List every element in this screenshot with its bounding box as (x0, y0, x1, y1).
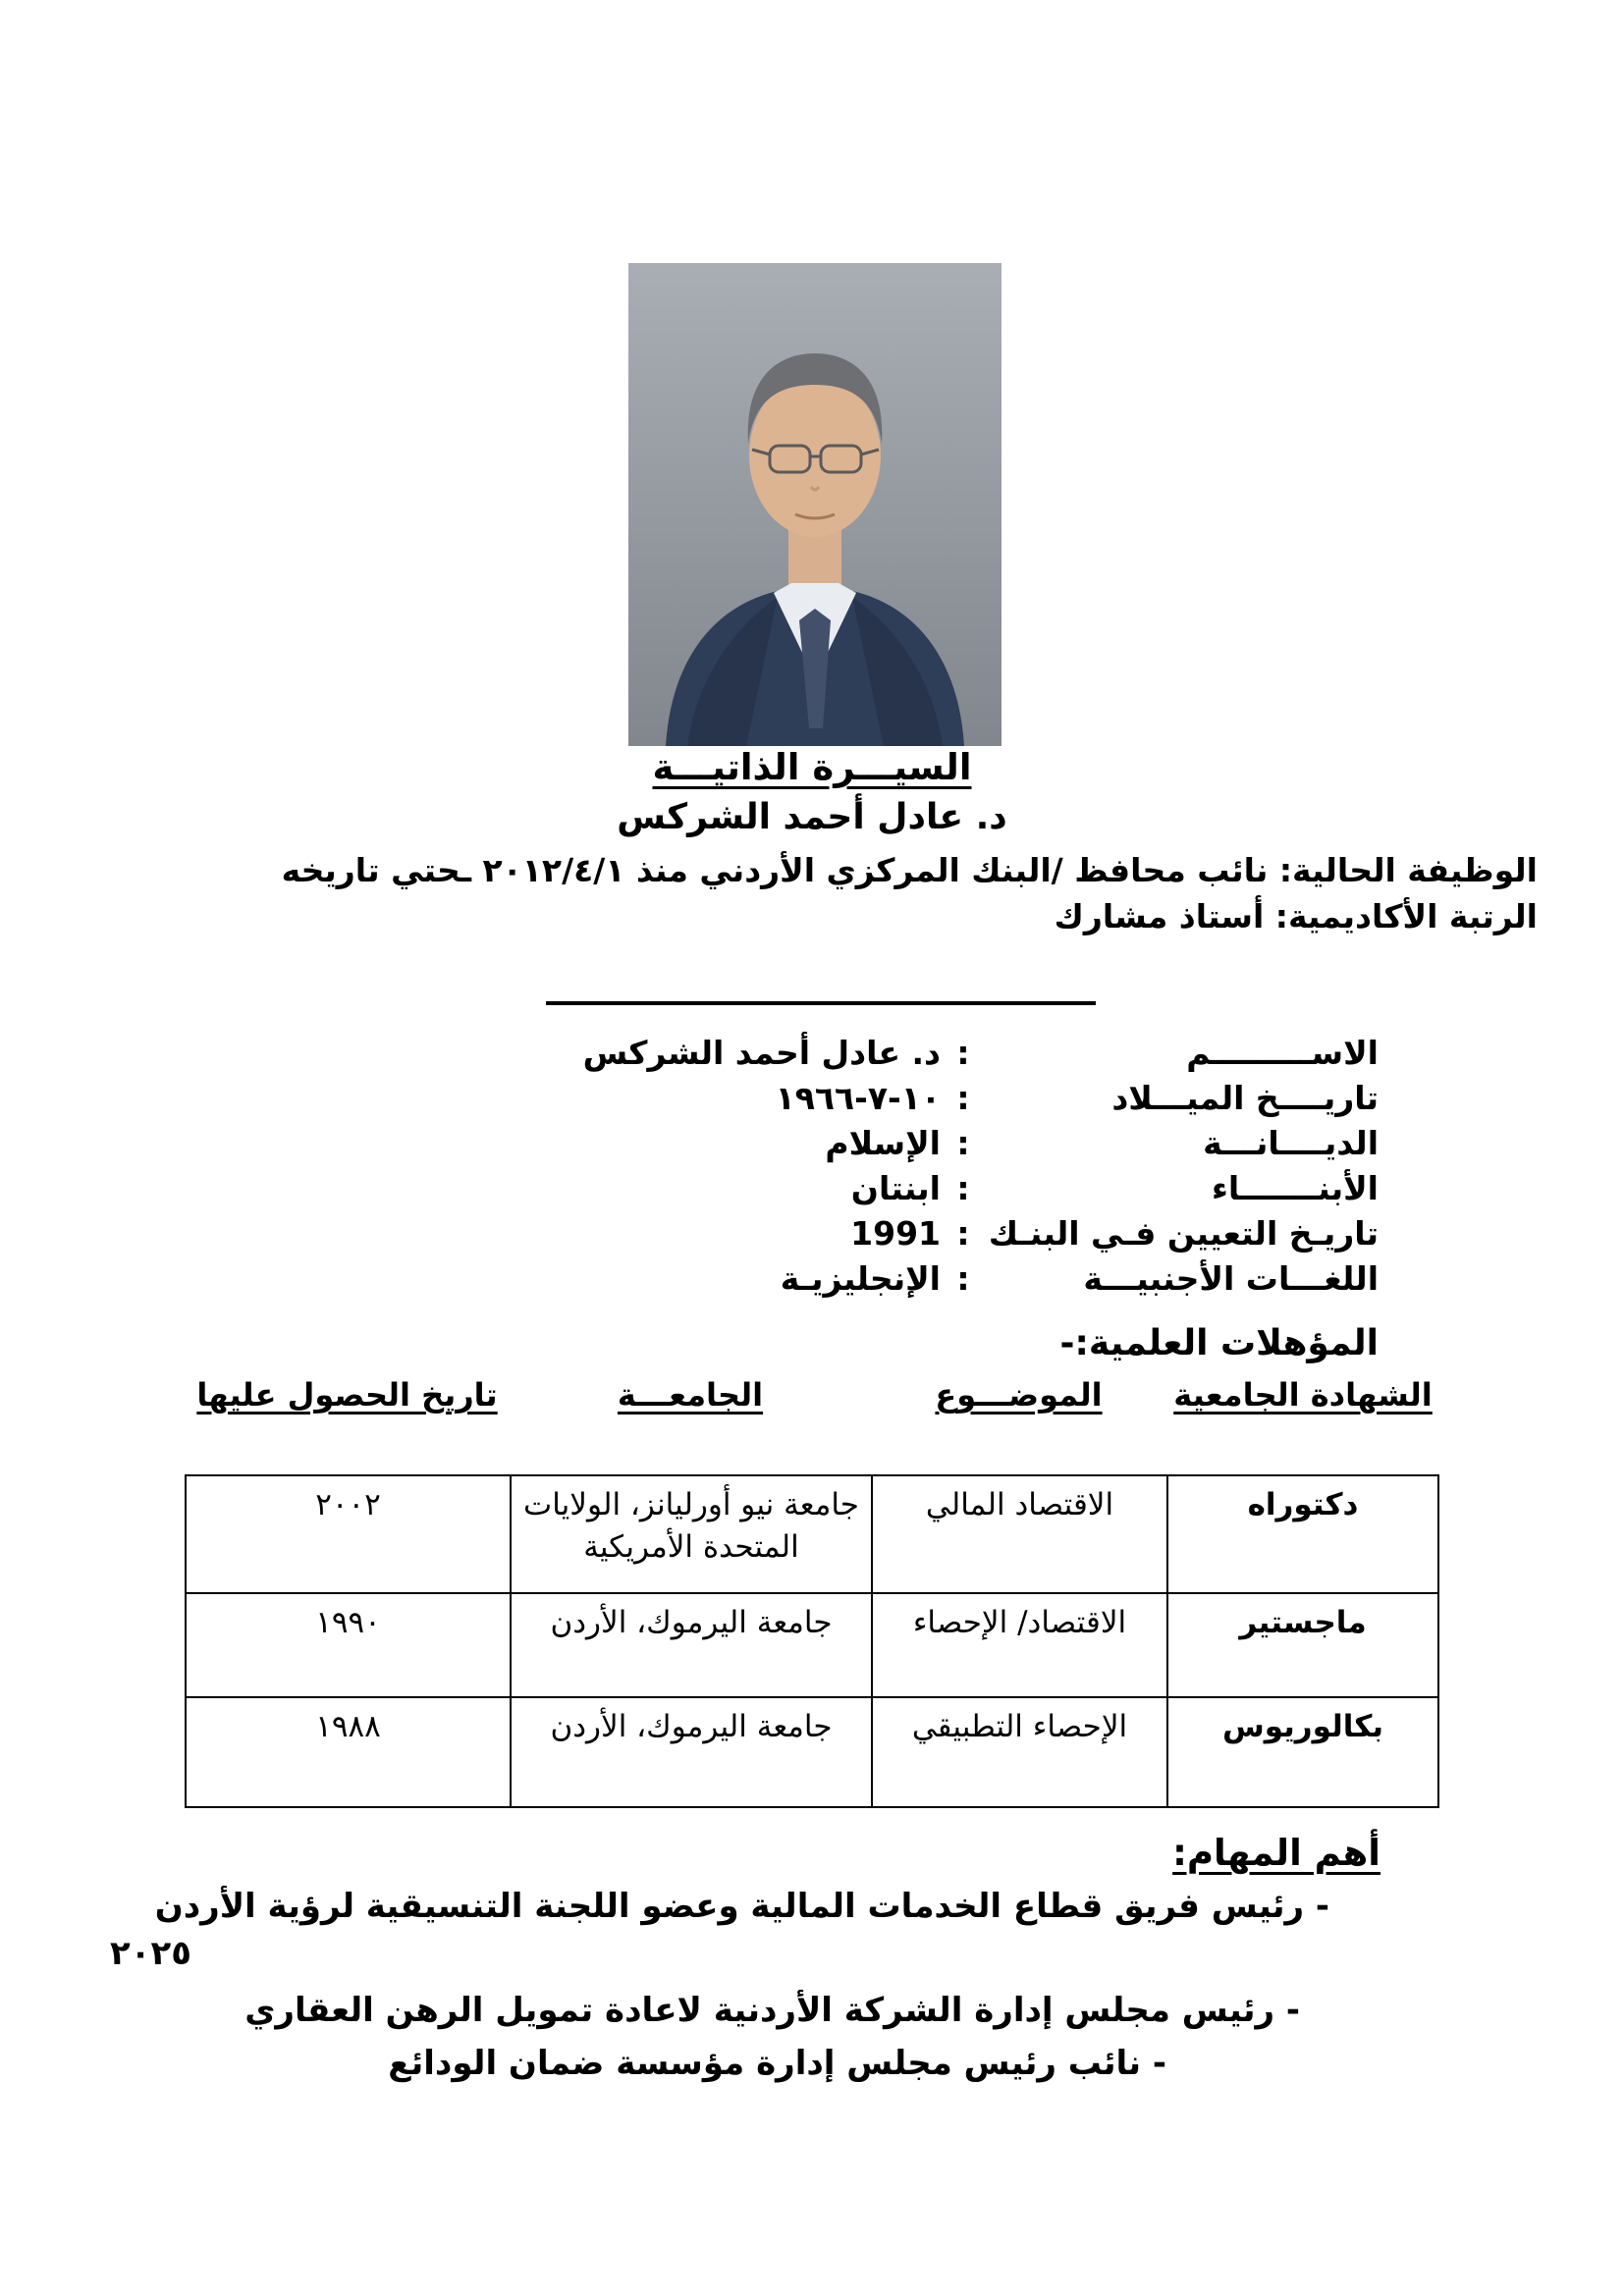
info-row-name (544, 1031, 1379, 1076)
info-row-foreign-languages (544, 1256, 1379, 1302)
table-cell-university: جامعة نيو أورليانز، الولايات المتحدة الأمريكية (512, 1476, 871, 1592)
current-job-line: الوظيفة الحالية: نائب محافظ /البنك المركزي الأردني منذ ٢٠١٢/٤/١ ـحتي تاريخه (281, 851, 1538, 889)
info-label: الديــــانـــة (1203, 1124, 1379, 1162)
info-colon: : (956, 1124, 970, 1162)
info-label: تاريــــخ الميـــلاد (1111, 1079, 1379, 1117)
info-value: ١٠-٧-١٩٦٦ (775, 1079, 941, 1117)
info-row-birthdate (544, 1076, 1379, 1121)
task-item-2: - رئيس مجلس إدارة الشركة الأردنية لاعادة تمويل الرهن العقاري (244, 1991, 1300, 2030)
info-row-children (544, 1166, 1379, 1211)
column-header-university: الجامعـــة (617, 1376, 764, 1414)
info-value: ابنتان (850, 1169, 941, 1207)
info-value: 1991 (850, 1214, 941, 1253)
task-item-1-continuation: ٢٠٢٥ (110, 1934, 192, 1973)
info-colon: : (956, 1259, 970, 1298)
column-header-subject: الموضـــوع (935, 1376, 1103, 1414)
table-cell-subject: الاقتصاد المالي (873, 1476, 1166, 1592)
task-item-1: - رئيس فريق قطاع الخدمات المالية وعضو اللجنة التنسيقية لرؤية الأردن (154, 1887, 1329, 1926)
info-label: تاريـخ التعيين فـي البنـك (988, 1214, 1379, 1253)
table-cell-degree: ماجستير (1168, 1594, 1437, 1696)
horizontal-divider (546, 1001, 1096, 1005)
table-cell-year: ١٩٨٨ (187, 1698, 510, 1806)
tasks-heading (1172, 1832, 1380, 1874)
info-label: الأبنـــــــاء (1212, 1169, 1379, 1207)
info-colon: : (956, 1079, 970, 1117)
table-cell-degree: دكتوراه (1168, 1476, 1437, 1592)
info-value: الإنجليزيـة (780, 1259, 941, 1298)
table-cell-year: ٢٠٠٢ (187, 1476, 510, 1592)
academic-rank-line: الرتبة الأكاديمية: أستاذ مشارك (1054, 896, 1538, 935)
table-cell-university: جامعة اليرموك، الأردن (512, 1594, 871, 1696)
column-header-degree: الشهادة الجامعية (1173, 1376, 1433, 1414)
info-value: د. عادل أحمد الشركس (582, 1034, 941, 1072)
table-cell-year: ١٩٩٠ (187, 1594, 510, 1696)
personal-info-list (544, 1031, 1379, 1302)
info-colon: : (956, 1169, 970, 1207)
current-position-block (222, 848, 1538, 940)
portrait-photo (628, 263, 1001, 746)
document-title (0, 746, 1624, 788)
table-cell-degree: بكالوريوس (1168, 1698, 1437, 1806)
tasks-heading-text: أهم المهام: (1172, 1832, 1380, 1874)
info-value: الإسلام (825, 1124, 941, 1162)
qualifications-table (185, 1474, 1439, 1808)
info-colon: : (956, 1034, 970, 1072)
qualifications-table-headers (185, 1376, 1439, 1414)
column-header-year: تاريخ الحصول عليها (196, 1376, 498, 1414)
qualifications-heading: المؤهلات العلمية:- (1059, 1323, 1379, 1363)
table-cell-subject: الإحصاء التطبيقي (873, 1698, 1166, 1806)
table-cell-subject: الاقتصاد/ الإحصاء (873, 1594, 1166, 1696)
document-title-text: السيـــرة الذاتيـــة (652, 746, 972, 788)
info-label: الاســـــــــم (1186, 1034, 1379, 1072)
info-label: اللغـــات الأجنبيـــة (1083, 1259, 1379, 1298)
task-item-3: - نائب رئيس مجلس إدارة مؤسسة ضمان الودائع (388, 2044, 1166, 2083)
info-row-religion (544, 1121, 1379, 1166)
table-cell-university: جامعة اليرموك، الأردن (512, 1698, 871, 1806)
person-name: د. عادل أحمد الشركس (617, 797, 1007, 837)
info-colon: : (956, 1214, 970, 1253)
info-row-bank-appointment (544, 1211, 1379, 1256)
portrait-photo-image (628, 263, 1001, 746)
